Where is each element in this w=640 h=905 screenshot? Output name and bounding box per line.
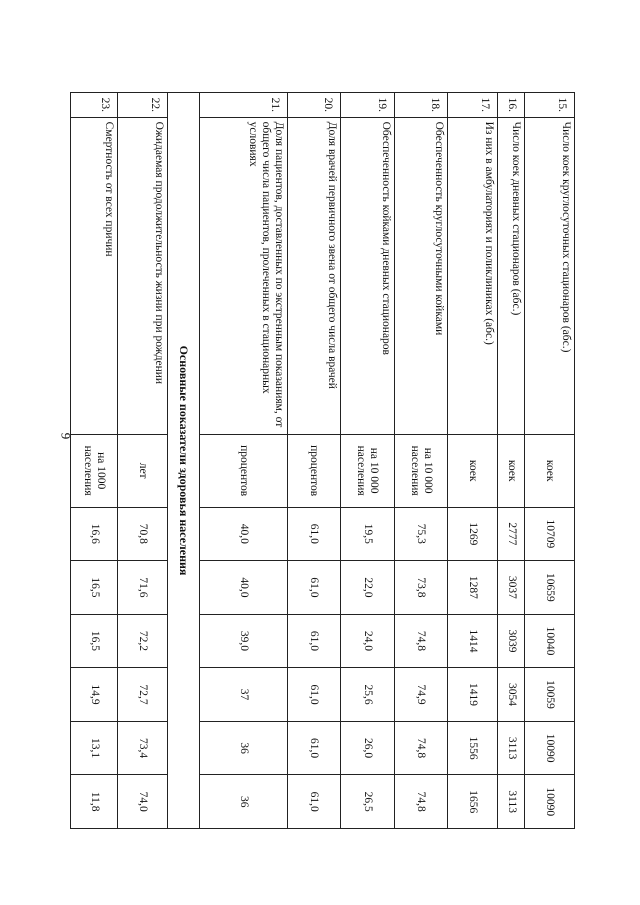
value-cell: 16,5 [71,614,118,668]
value-cell: 3037 [497,561,524,615]
table-row [118,93,168,829]
value-cell: 71,6 [118,561,168,615]
indicator-name: Обеспеченность койками дневных стационаров [341,117,395,434]
value-cell: 3113 [497,775,524,829]
row-number: 21. [200,93,287,118]
value-cell: 3054 [497,668,524,722]
table-row [200,93,287,829]
value-cell: 74,8 [394,614,448,668]
value-cell: 61,0 [287,668,341,722]
value-cell: 10090 [525,775,575,829]
value-cell: 1414 [448,614,498,668]
indicators-table [70,92,575,829]
value-cell: 61,0 [287,507,341,561]
unit-label: коек [497,434,524,507]
value-cell: 11,8 [71,775,118,829]
table-row [525,93,575,829]
table-row [341,93,395,829]
page-number: 9 [58,432,74,440]
value-cell: 70,8 [118,507,168,561]
value-cell: 26,0 [341,721,395,775]
table-row [71,93,118,829]
value-cell: 72,7 [118,668,168,722]
unit-label: коек [448,434,498,507]
value-cell: 61,0 [287,561,341,615]
unit-label: коек [525,434,575,507]
row-number: 20. [287,93,341,118]
value-cell: 22,0 [341,561,395,615]
value-cell: 25,6 [341,668,395,722]
indicator-name: Число коек круглосуточных стационаров (абс.) [525,117,575,434]
indicator-name: Из них в амбулаториях и поликлиниках (абс.) [448,117,498,434]
value-cell: 73,8 [394,561,448,615]
value-cell: 74,8 [394,721,448,775]
value-cell: 3039 [497,614,524,668]
value-cell: 73,4 [118,721,168,775]
unit-label: процентов [200,434,287,507]
rotated-page-content [70,92,575,829]
row-number: 15. [525,93,575,118]
table-row [287,93,341,829]
value-cell: 16,5 [71,561,118,615]
value-cell: 1656 [448,775,498,829]
value-cell: 10059 [525,668,575,722]
row-number: 22. [118,93,168,118]
indicator-name: Доля врачей первичного звена от общего числа врачей [287,117,341,434]
value-cell: 1287 [448,561,498,615]
indicator-name: Обеспеченность круглосуточными койками [394,117,448,434]
value-cell: 61,0 [287,775,341,829]
value-cell: 75,3 [394,507,448,561]
unit-label: процентов [287,434,341,507]
value-cell: 1419 [448,668,498,722]
value-cell: 26,5 [341,775,395,829]
value-cell: 24,0 [341,614,395,668]
row-number: 16. [497,93,524,118]
unit-label: на 10 000 населения [394,434,448,507]
value-cell: 61,0 [287,721,341,775]
indicator-name: Число коек дневных стационаров (абс.) [497,117,524,434]
row-number: 23. [71,93,118,118]
value-cell: 74,0 [118,775,168,829]
value-cell: 13,1 [71,721,118,775]
value-cell: 14,9 [71,668,118,722]
value-cell: 10709 [525,507,575,561]
value-cell: 36 [200,721,287,775]
value-cell: 72,2 [118,614,168,668]
value-cell: 10040 [525,614,575,668]
value-cell: 61,0 [287,614,341,668]
value-cell: 37 [200,668,287,722]
value-cell: 74,9 [394,668,448,722]
value-cell: 74,8 [394,775,448,829]
row-number: 17. [448,93,498,118]
indicator-name: Ожидаемая продолжительность жизни при рождении [118,117,168,434]
row-number: 19. [341,93,395,118]
value-cell: 10659 [525,561,575,615]
indicator-name: Смертность от всех причин [71,117,118,434]
value-cell: 40,0 [200,561,287,615]
value-cell: 40,0 [200,507,287,561]
section-title: Основные показатели здоровья населения [168,93,200,829]
indicator-name: Доля пациентов, доставленных по экстренным показаниям, от общего числа пациентов, пролеченных в стационарных условиях [200,117,287,434]
value-cell: 3113 [497,721,524,775]
section-header-row [168,93,200,829]
table-row [448,93,498,829]
row-number: 18. [394,93,448,118]
table-row [394,93,448,829]
value-cell: 36 [200,775,287,829]
value-cell: 10090 [525,721,575,775]
value-cell: 2777 [497,507,524,561]
table-row [497,93,524,829]
unit-label: на 1000 населения [71,434,118,507]
value-cell: 16,6 [71,507,118,561]
unit-label: на 10 000 населения [341,434,395,507]
value-cell: 19,5 [341,507,395,561]
value-cell: 1269 [448,507,498,561]
unit-label: лет [118,434,168,507]
value-cell: 39,0 [200,614,287,668]
value-cell: 1556 [448,721,498,775]
